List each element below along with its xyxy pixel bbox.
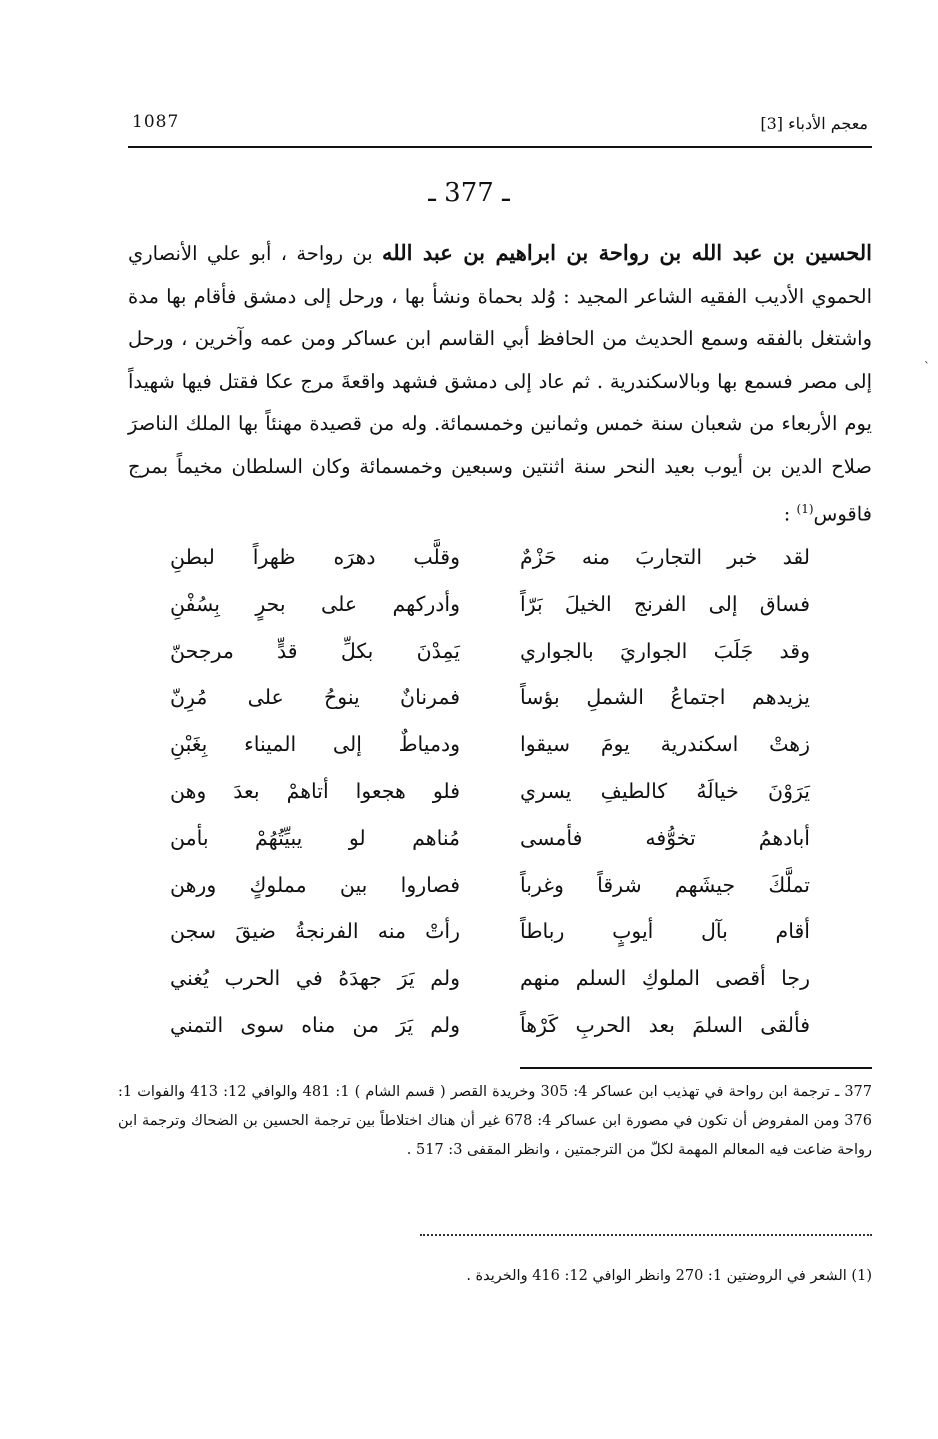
verse-second-hemistich: فمرنانٌ ينوحُ على مُرِنّ [170, 685, 460, 710]
verse-second-hemistich: فصاروا بين مملوكٍ ورهن [170, 872, 460, 897]
poem-verse [170, 534, 810, 581]
verse-first-hemistich: يزيدهم اجتماعُ الشملِ بؤساً [520, 685, 810, 710]
verse-second-hemistich: فلو هجعوا أتاهمْ بعدَ وهن [170, 778, 460, 803]
footnote-divider [520, 1067, 872, 1069]
biography-text-end: : [783, 502, 797, 526]
header-divider [128, 146, 872, 148]
poem [170, 534, 810, 1049]
poem-verse [170, 721, 810, 768]
entry-biography [128, 232, 872, 536]
poem-verse [170, 1002, 810, 1049]
poem-verse [170, 862, 810, 909]
verse-second-hemistich: يَمِدْنَ بكلِّ قدٍّ مرجحنّ [170, 638, 460, 663]
verse-second-hemistich: رأتْ منه الفرنجةُ ضيقَ سجن [170, 919, 460, 944]
verse-second-hemistich: ودمياطٌ إلى الميناء بِغَبْنِ [170, 732, 460, 757]
verse-second-hemistich: ولم يَرَ جهدَهُ في الحرب يُغني [170, 966, 460, 991]
verse-first-hemistich: فألقى السلمَ بعد الحربِ كَرْهاً [520, 1012, 810, 1037]
poem-verse [170, 815, 810, 862]
verse-first-hemistich: لقد خبر التجاربَ منه حَزْمٌ [520, 545, 810, 569]
poem-verse [170, 674, 810, 721]
biography-text: بن رواحة ، أبو علي الأنصاري الحموي الأديب الفقيه الشاعر المجيد : وُلد بحماة ونشأ بها ، ورحل إلى دمشق فأقام بها مدة واشتغل بالفقه وسمع الحديث من الحافظ أبي القاسم ابن عساكر ومن عمه وآخرين ، ورحل إلى مصر فسمع بها وبالاسكندرية . ثم عاد إلى دمشق فشهد واقعةَ مرج عكا فقتل فيها شهيداً يوم الأربعاء من شعبان سنة خمس وثمانين وخمسمائة. وله من قصيدة مهنئاً بها الملك الناصرَ صلاح الدين بن أيوب بعيد النحر سنة اثنتين وسبعين وخمسمائة وكان السلطان مخيماً بمرج فاقوس [128, 242, 872, 526]
verse-second-hemistich: ولم يَرَ من مناه سوى التمني [170, 1012, 460, 1037]
dotted-divider [420, 1234, 872, 1236]
verse-first-hemistich: يَرَوْنَ خيالَهُ كالطيفِ يسري [520, 778, 810, 803]
verse-first-hemistich: أبادهمُ تخوُّفه فأمسى [520, 825, 810, 850]
poem-verse [170, 955, 810, 1002]
poem-verse [170, 581, 810, 628]
verse-second-hemistich: وأدركهم على بحرٍ بِسُفْنِ [170, 591, 460, 616]
verse-first-hemistich: فساق إلى الفرنج الخيلَ بَرّاً [520, 591, 810, 616]
subject-name: الحسين بن عبد الله بن رواحة بن ابراهيم بن عبد الله [382, 240, 872, 265]
verse-second-hemistich: مُناهم لو يبيِّتُهُمْ بأمن [170, 825, 460, 850]
footnote-reference: (1) [796, 502, 814, 516]
verse-first-hemistich: تملَّكَ جيشَهم شرقاً وغرباً [520, 872, 810, 897]
verse-first-hemistich: أقام بآل أيوبٍ رباطاً [520, 919, 810, 944]
verse-second-hemistich: وقلَّب دهرَه ظهراً لبطنِ [170, 545, 460, 569]
poem-verse [170, 768, 810, 815]
book-title: معجم الأدباء [3] [760, 114, 868, 133]
source-note: 377 ـ ترجمة ابن رواحة في تهذيب ابن عساكر 4: 305 وخريدة القصر ( قسم الشام ) 1: 481 والوافي 12: 413 والفوات 1: 376 ومن المفروض أن تكون في مصورة ابن عساكر 4: 678 غير أن هناك اختلاطاً بين ترجمة الحسين بن الضحاك وترجمة ابن رواحة ضاعت فيه المعالم المهمة لكلّ من الترجمتين ، وانظر المقفى 3: 517 . [118, 1084, 872, 1158]
poem-verse [170, 628, 810, 675]
verse-first-hemistich: وقد جَلَبَ الجواريَ بالجواري [520, 638, 810, 663]
poem-verse [170, 908, 810, 955]
verse-first-hemistich: زهتْ اسكندرية يومَ سيقوا [520, 732, 810, 757]
footnote-1: (1) الشعر في الروضتين 1: 270 وانظر الوافي 12: 416 والخريدة . [466, 1268, 872, 1284]
page-number: 1087 [132, 112, 180, 132]
margin-mark: ` [924, 360, 930, 374]
verse-first-hemistich: رجا أقصى الملوكِ السلم منهم [520, 966, 810, 991]
entry-number: ـ 377 ـ [428, 178, 510, 208]
